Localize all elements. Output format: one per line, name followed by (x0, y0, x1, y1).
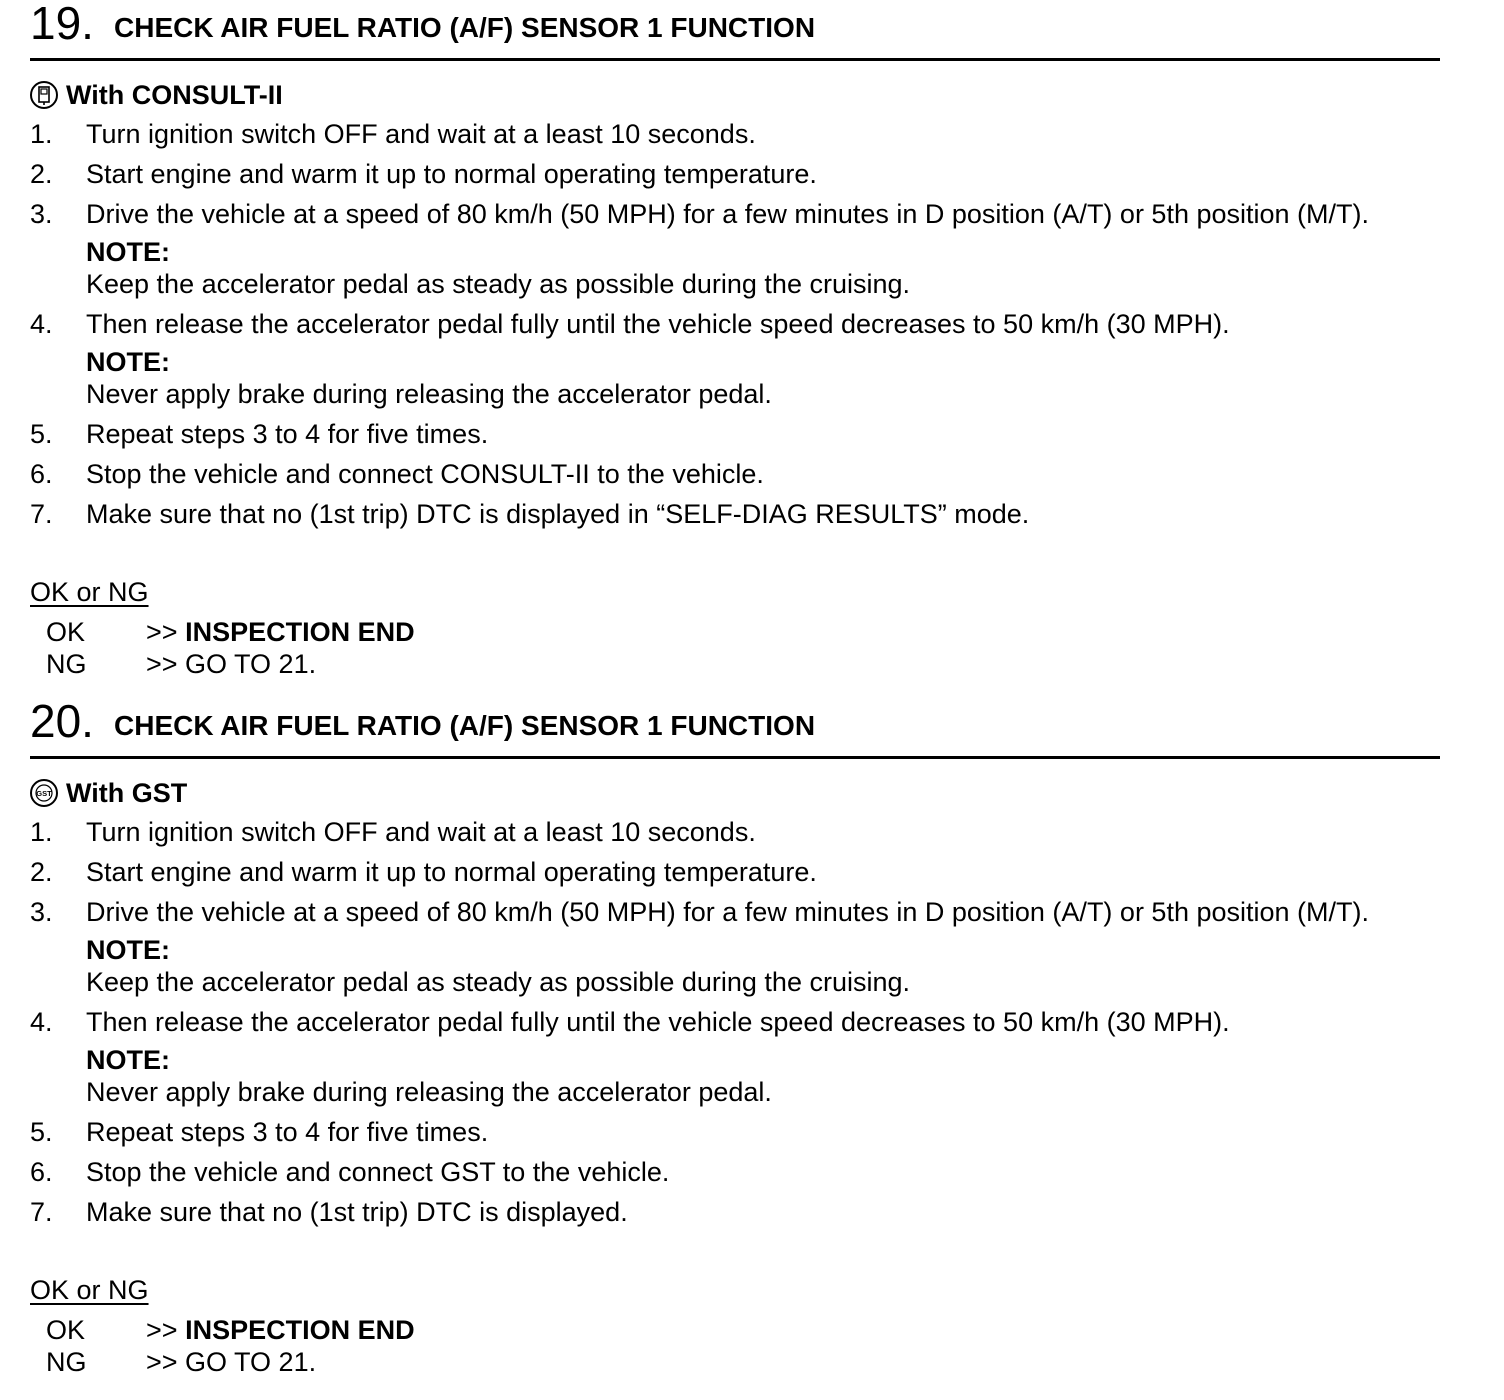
result-prefix: >> (146, 1315, 178, 1345)
step-index: 7. (30, 499, 53, 529)
consult-icon (30, 81, 58, 109)
list-item (30, 458, 1440, 490)
step-list (30, 118, 1440, 538)
step-text: Repeat steps 3 to 4 for five times. (86, 419, 489, 449)
result-action: >> GO TO 21. (146, 1347, 317, 1377)
step-index: 7. (30, 1197, 53, 1227)
section-number: 20. (30, 695, 94, 747)
gst-icon (30, 779, 58, 807)
step-index: 4. (30, 1007, 53, 1037)
step-text: Make sure that no (1st trip) DTC is displayed in “SELF-DIAG RESULTS” mode. (86, 499, 1030, 529)
result-ok (46, 616, 415, 648)
step-index: 2. (30, 857, 53, 887)
list-item (30, 816, 1440, 848)
gst-icon-text: GST (36, 789, 52, 798)
step-text: Then release the accelerator pedal fully until the vehicle speed decreases to 50 km/h (30 MPH). (86, 1007, 1230, 1037)
step-index: 3. (30, 199, 53, 229)
list-item (30, 158, 1440, 190)
step-index: 4. (30, 309, 53, 339)
list-item (30, 308, 1440, 340)
step-text: Drive the vehicle at a speed of 80 km/h (50 MPH) for a few minutes in D position (A/T) or 5th position (M/T). (86, 897, 1370, 927)
step-index: 3. (30, 897, 53, 927)
step-index: 1. (30, 119, 53, 149)
note-text: Keep the accelerator pedal as steady as possible during the cruising. (86, 269, 911, 299)
result-action: INSPECTION END (185, 1315, 415, 1345)
section-header (30, 0, 1440, 61)
note-label: NOTE: (86, 347, 170, 377)
list-item (30, 118, 1440, 150)
step-index: 5. (30, 419, 53, 449)
result-ng (46, 1346, 316, 1378)
result-ok (46, 1314, 415, 1346)
note-text: Keep the accelerator pedal as steady as possible during the cruising. (86, 967, 911, 997)
list-item (30, 1196, 1440, 1228)
list-item (30, 198, 1440, 230)
section-title: CHECK AIR FUEL RATIO (A/F) SENSOR 1 FUNCTION (114, 710, 816, 741)
result-key: NG (46, 1347, 87, 1377)
list-item (30, 896, 1440, 928)
list-item (30, 1156, 1440, 1188)
step-text: Turn ignition switch OFF and wait at a least 10 seconds. (86, 817, 756, 847)
result-key: OK (46, 617, 86, 647)
list-item (30, 856, 1440, 888)
tool-line (30, 776, 187, 812)
note (30, 934, 1440, 998)
step-text: Start engine and warm it up to normal operating temperature. (86, 159, 817, 189)
list-item (30, 1006, 1440, 1038)
tool-label: With GST (66, 778, 188, 808)
step-index: 6. (30, 459, 53, 489)
step-index: 5. (30, 1117, 53, 1147)
result-key: NG (46, 649, 87, 679)
result-ng (46, 648, 316, 680)
result-prefix: >> (146, 617, 178, 647)
step-text: Turn ignition switch OFF and wait at a least 10 seconds. (86, 119, 756, 149)
result-action: >> GO TO 21. (146, 649, 317, 679)
step-text: Start engine and warm it up to normal operating temperature. (86, 857, 817, 887)
step-text: Repeat steps 3 to 4 for five times. (86, 1117, 489, 1147)
note (30, 236, 1440, 300)
ok-or-ng-label: OK or NG (30, 1275, 149, 1305)
result-action: INSPECTION END (185, 617, 415, 647)
result-key: OK (46, 1315, 86, 1345)
step-text: Stop the vehicle and connect GST to the vehicle. (86, 1157, 670, 1187)
step-text: Make sure that no (1st trip) DTC is displayed. (86, 1197, 628, 1227)
step-index: 1. (30, 817, 53, 847)
note-label: NOTE: (86, 935, 170, 965)
list-item (30, 1116, 1440, 1148)
note-label: NOTE: (86, 1045, 170, 1075)
step-text: Then release the accelerator pedal fully until the vehicle speed decreases to 50 km/h (30 MPH). (86, 309, 1230, 339)
tool-label: With CONSULT-II (66, 80, 283, 110)
note-label: NOTE: (86, 237, 170, 267)
tool-line (30, 78, 283, 114)
list-item (30, 498, 1440, 530)
ok-or-ng-label: OK or NG (30, 577, 149, 607)
step-text: Stop the vehicle and connect CONSULT-II to the vehicle. (86, 459, 764, 489)
note-text: Never apply brake during releasing the accelerator pedal. (86, 1077, 772, 1107)
section-header (30, 695, 1440, 759)
step-index: 2. (30, 159, 53, 189)
note-text: Never apply brake during releasing the accelerator pedal. (86, 379, 772, 409)
note (30, 1044, 1440, 1108)
step-index: 6. (30, 1157, 53, 1187)
list-item (30, 418, 1440, 450)
section-title: CHECK AIR FUEL RATIO (A/F) SENSOR 1 FUNCTION (114, 12, 816, 43)
step-list (30, 816, 1440, 1236)
step-text: Drive the vehicle at a speed of 80 km/h (50 MPH) for a few minutes in D position (A/T) or 5th position (M/T). (86, 199, 1370, 229)
note (30, 346, 1440, 410)
section-number: 19. (30, 0, 94, 49)
